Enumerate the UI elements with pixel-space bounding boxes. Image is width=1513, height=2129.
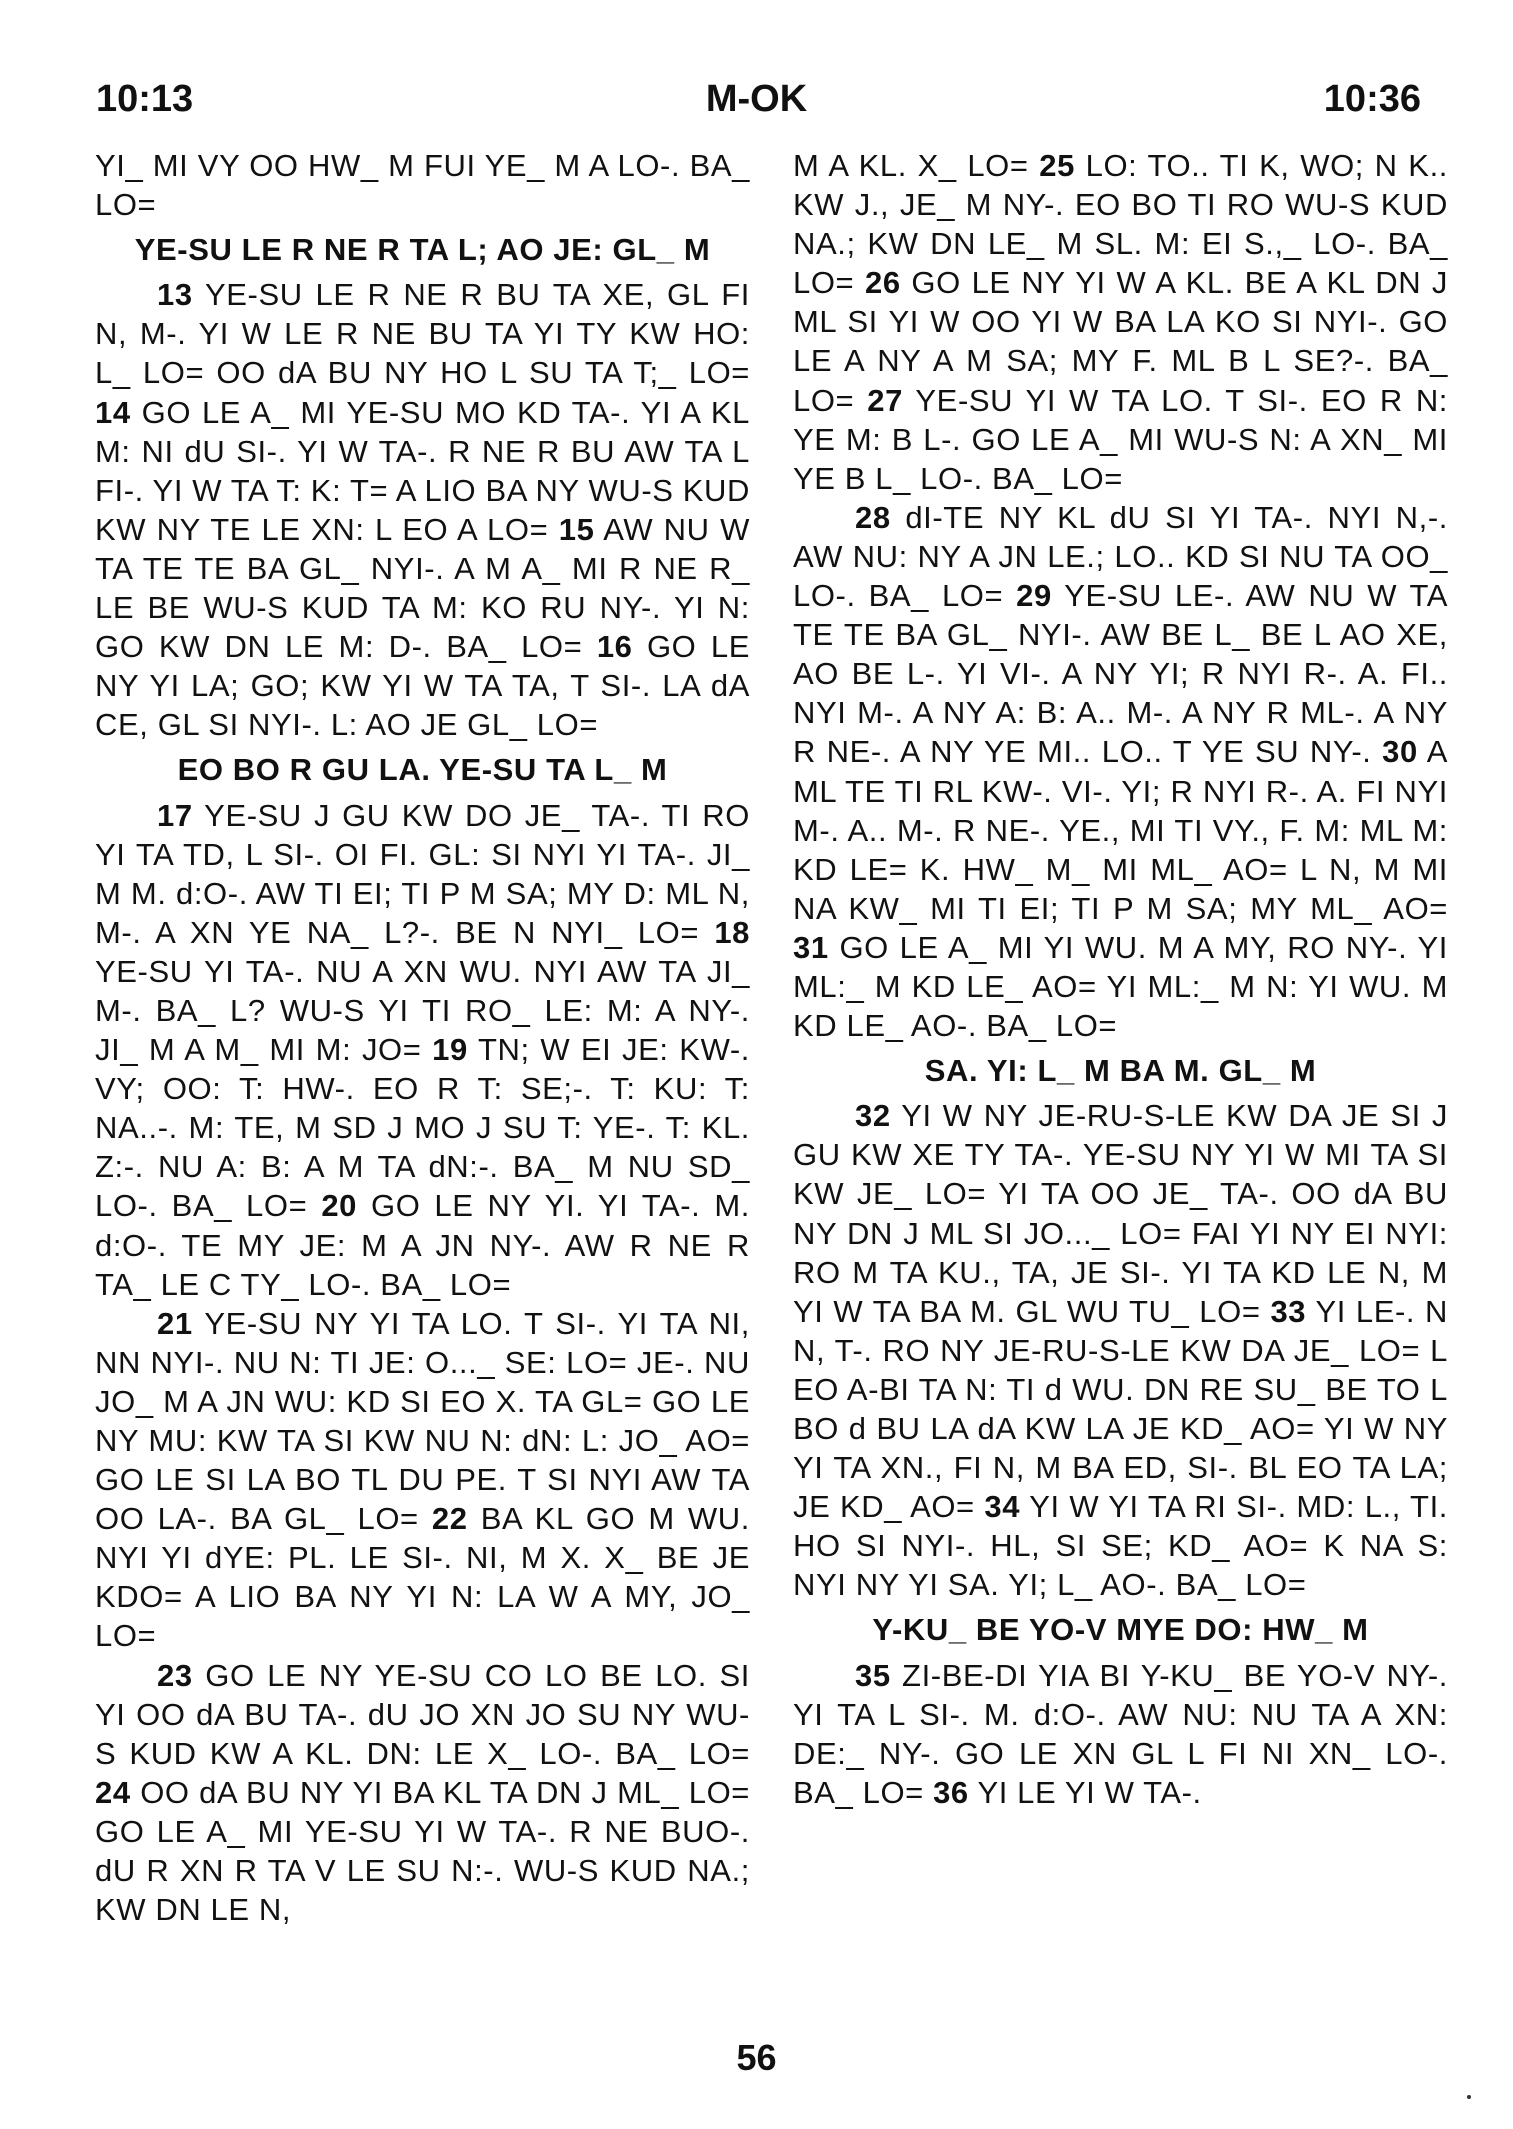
- verse-text: BA KL GO M WU. NYI YI dYE: PL. LE SI-. NI, M X. X_ BE JE KDO= A LIO BA NY YI N: LA W A MY, JO_ LO=: [95, 1501, 750, 1654]
- verse-text: YI LE YI W TA-.: [977, 1774, 1202, 1810]
- verse-text: YE-SU LE-. AW NU W TA TE TE BA GL_ NYI-. AW BE L_ BE L AO XE, AO BE L-. YI VI-. A NY YI; R NYI R-. A. FI.. NYI M-. A NY A: B: A.. M-. A NY R ML-. A NY R NE-. A NY YE MI.. LO.. T YE SU NY-.: [793, 578, 1448, 770]
- header-verse-range-left: 10:13: [96, 78, 194, 120]
- verse-text: GO LE NY YI W A KL. BE A KL DN J ML SI YI W OO YI W BA LA KO SI NYI-. GO LE A NY A M SA; MY F. ML B L SE?-. BA_ LO=: [793, 265, 1449, 418]
- verse-number: 36: [933, 1774, 969, 1810]
- section-heading: EO BO R GU LA. YE-SU TA L_ M: [177, 752, 668, 788]
- left-text-column: [95, 146, 750, 1929]
- header-book-title: M-OK: [705, 78, 808, 120]
- verse-number: 31: [793, 929, 829, 965]
- verse-text: YE-SU J GU KW DO JE_ TA-. TI RO YI TA TD, L SI-. OI FI. GL: SI NYI YI TA-. JI_ M M. d:O-. AW TI EI; TI P M SA; MY D: ML N, M-. A XN YE NA_ L?-. BE N NYI_ LO=: [95, 797, 751, 950]
- verse-text: YI_ MI VY OO HW_ M FUI YE_ M A LO-. BA_ LO=: [95, 148, 750, 223]
- paragraph: [793, 498, 1448, 1045]
- verse-text: GO LE NY YE-SU CO LO BE LO. SI YI OO dA BU TA-. dU JO XN JO SU NY WU-S KUD KW A KL. DN: LE X_ LO-. BA_ LO=: [95, 1657, 750, 1771]
- verse-text: GO LE A_ MI YE-SU MO KD TA-. YI A KL M: NI dU SI-. YI W TA-. R NE R BU AW TA L FI-. YI W TA T: K: T= A LIO BA NY WU-S KUD KW NY TE LE XN: L EO A LO=: [95, 394, 750, 547]
- verse-text: M A KL. X_ LO=: [793, 148, 1029, 183]
- verse-text: AW NU W TA TE TE BA GL_ NYI-. A M A_ MI R NE R_ LE BE WU-S KUD TA M: KO RU NY-. YI N: GO KW DN LE M: D-. BA_ LO=: [95, 511, 750, 665]
- verse-number: 13: [157, 277, 193, 313]
- verse-text: YI LE-. N N, T-. RO NY JE-RU-S-LE KW DA JE_ LO= L EO A-BI TA N: TI d WU. DN RE SU_ BE TO L BO d BU LA dA KW LA JE KD_ AO= YI W NY YI TA XN., FI N, M BA ED, SI-. BL EO TA LA; JE KD_ AO=: [793, 1293, 1449, 1525]
- verse-text: YI W NY JE-RU-S-LE KW DA JE SI J GU KW XE TY TA-. YE-SU NY YI W MI TA SI KW JE_ LO= YI TA OO JE_ TA-. OO dA BU NY DN J ML SI JO..._ LO= FAI YI NY EI NYI: RO M TA KU., TA, JE SI-. YI TA KD LE N, M YI W TA BA M. GL WU TU_ LO=: [793, 1098, 1448, 1329]
- right-text-column: [793, 146, 1448, 1812]
- print-speck: [1467, 2095, 1471, 2099]
- section-heading: SA. YI: L_ M BA M. GL_ M: [924, 1053, 1317, 1089]
- paragraph: [95, 1656, 750, 1930]
- verse-number: 28: [855, 499, 891, 535]
- verse-text: A ML TE TI RL KW-. VI-. YI; R NYI R-. A. FI NYI M-. A.. M-. R NE-. YE., MI TI VY., F. M: ML M: KD LE= K. HW_ M_ MI ML_ AO= L N, M MI NA KW_ MI TI EI; TI P M SA; MY ML_ AO=: [793, 734, 1448, 926]
- running-header: [0, 78, 1513, 128]
- header-verse-range-right: 10:36: [1323, 78, 1421, 120]
- verse-text: YE-SU YI TA-. NU A XN WU. NYI AW TA JI_ M-. BA_ L? WU-S YI TI RO_ LE: M: A NY-. JI_ M A M_ MI M: JO=: [95, 953, 750, 1068]
- verse-number: 19: [432, 1032, 468, 1068]
- verse-text: LO: TO.. TI K, WO; N K.. KW J., JE_ M NY-. EO BO TI RO WU-S KUD NA.; KW DN LE_ M SL. M: EI S.,_ LO-. BA_ LO=: [793, 148, 1448, 301]
- page-number: 56: [736, 2037, 777, 2078]
- verse-number: 18: [714, 914, 750, 950]
- paragraph: [793, 1096, 1448, 1604]
- verse-number: 20: [321, 1188, 358, 1224]
- verse-text: YE-SU NY YI TA LO. T SI-. YI TA NI, NN NYI-. NU N: TI JE: O..._ SE: LO= JE-. NU JO_ M A JN WU: KD SI EO X. TA GL= GO LE NY MU: KW TA SI KW NU N: dN: L: JO_ AO= GO LE SI LA BO TL DU PE. T SI NYI AW TA OO LA-. BA GL_ LO=: [95, 1305, 750, 1537]
- verse-number: 35: [855, 1657, 891, 1693]
- verse-number: 22: [431, 1501, 468, 1537]
- verse-number: 26: [865, 265, 901, 301]
- paragraph: [95, 1304, 750, 1656]
- verse-number: 24: [95, 1774, 131, 1810]
- verse-text: dI-TE NY KL dU SI YI TA-. NYI N,-. AW NU: NY A JN LE.; LO.. KD SI NU TA OO_ LO-. BA_ LO=: [793, 499, 1448, 614]
- verse-number: 30: [1382, 734, 1418, 770]
- verse-number: 29: [1016, 578, 1052, 614]
- verse-number: 16: [596, 629, 633, 665]
- verse-number: 25: [1039, 148, 1075, 183]
- paragraph: [793, 146, 1448, 498]
- paragraph: [95, 146, 750, 224]
- paragraph: [95, 275, 750, 744]
- verse-number: 14: [95, 394, 131, 430]
- verse-text: OO dA BU NY YI BA KL TA DN J ML_ LO= GO LE A_ MI YE-SU YI W TA-. R NE BUO-. dU R XN R TA V LE SU N:-. WU-S KUD NA.; KW DN LE N,: [95, 1774, 750, 1928]
- verse-text: TN; W EI JE: KW-. VY; OO: T: HW-. EO R T: SE;-. T: KU: T: NA..-. M: TE, M SD J MO J SU T: YE-. T: KL. Z:-. NU A: B: A M TA dN:-. BA_ M NU SD_ LO-. BA_ LO=: [95, 1032, 750, 1224]
- section-heading: YE-SU LE R NE R TA L; AO JE: GL_ M: [134, 232, 711, 268]
- verse-text: GO LE NY YI LA; GO; KW YI W TA TA, T SI-. LA dA CE, GL SI NYI-. L: AO JE GL_ LO=: [95, 629, 750, 743]
- verse-number: 21: [157, 1305, 193, 1341]
- verse-number: 34: [984, 1489, 1021, 1525]
- verse-text: YE-SU YI W TA LO. T SI-. EO R N: YE M: B L-. GO LE A_ MI WU-S N: A XN_ MI YE B L_ LO-. BA_ LO=: [793, 382, 1449, 496]
- verse-text: YI W YI TA RI SI-. MD: L., TI. HO SI NYI-. HL, SI SE; KD_ AO= K NA S: NYI NY YI SA. YI; L_ AO-. BA_ LO=: [793, 1489, 1449, 1603]
- verse-number: 32: [855, 1098, 891, 1134]
- paragraph: [793, 1656, 1448, 1812]
- paragraph: [95, 796, 750, 1304]
- verse-number: 33: [1270, 1293, 1307, 1329]
- verse-number: 23: [157, 1657, 193, 1693]
- verse-text: GO LE A_ MI YI WU. M A MY, RO NY-. YI ML:_ M KD LE_ AO= YI ML:_ M N: YI WU. M KD LE_ AO-. BA_ LO=: [793, 929, 1448, 1044]
- verse-text: GO LE NY YI. YI TA-. M. d:O-. TE MY JE: M A JN NY-. AW R NE R TA_ LE C TY_ LO-. BA_ LO=: [95, 1188, 750, 1302]
- verse-text: ZI-BE-DI YIA BI Y-KU_ BE YO-V NY-. YI TA L SI-. M. d:O-. AW NU: NU TA A XN: DE:_ NY-. GO LE XN GL L FI NI XN_ LO-. BA_ LO=: [793, 1657, 1449, 1810]
- verse-number: 27: [867, 382, 903, 418]
- section-heading: Y-KU_ BE YO-V MYE DO: HW_ M: [872, 1612, 1369, 1648]
- verse-number: 17: [157, 797, 193, 833]
- verse-number: 15: [558, 511, 595, 547]
- verse-text: YE-SU LE R NE R BU TA XE, GL FI N, M-. YI W LE R NE BU TA YI TY KW HO: L_ LO= OO dA BU NY HO L SU TA T;_ LO=: [95, 277, 751, 391]
